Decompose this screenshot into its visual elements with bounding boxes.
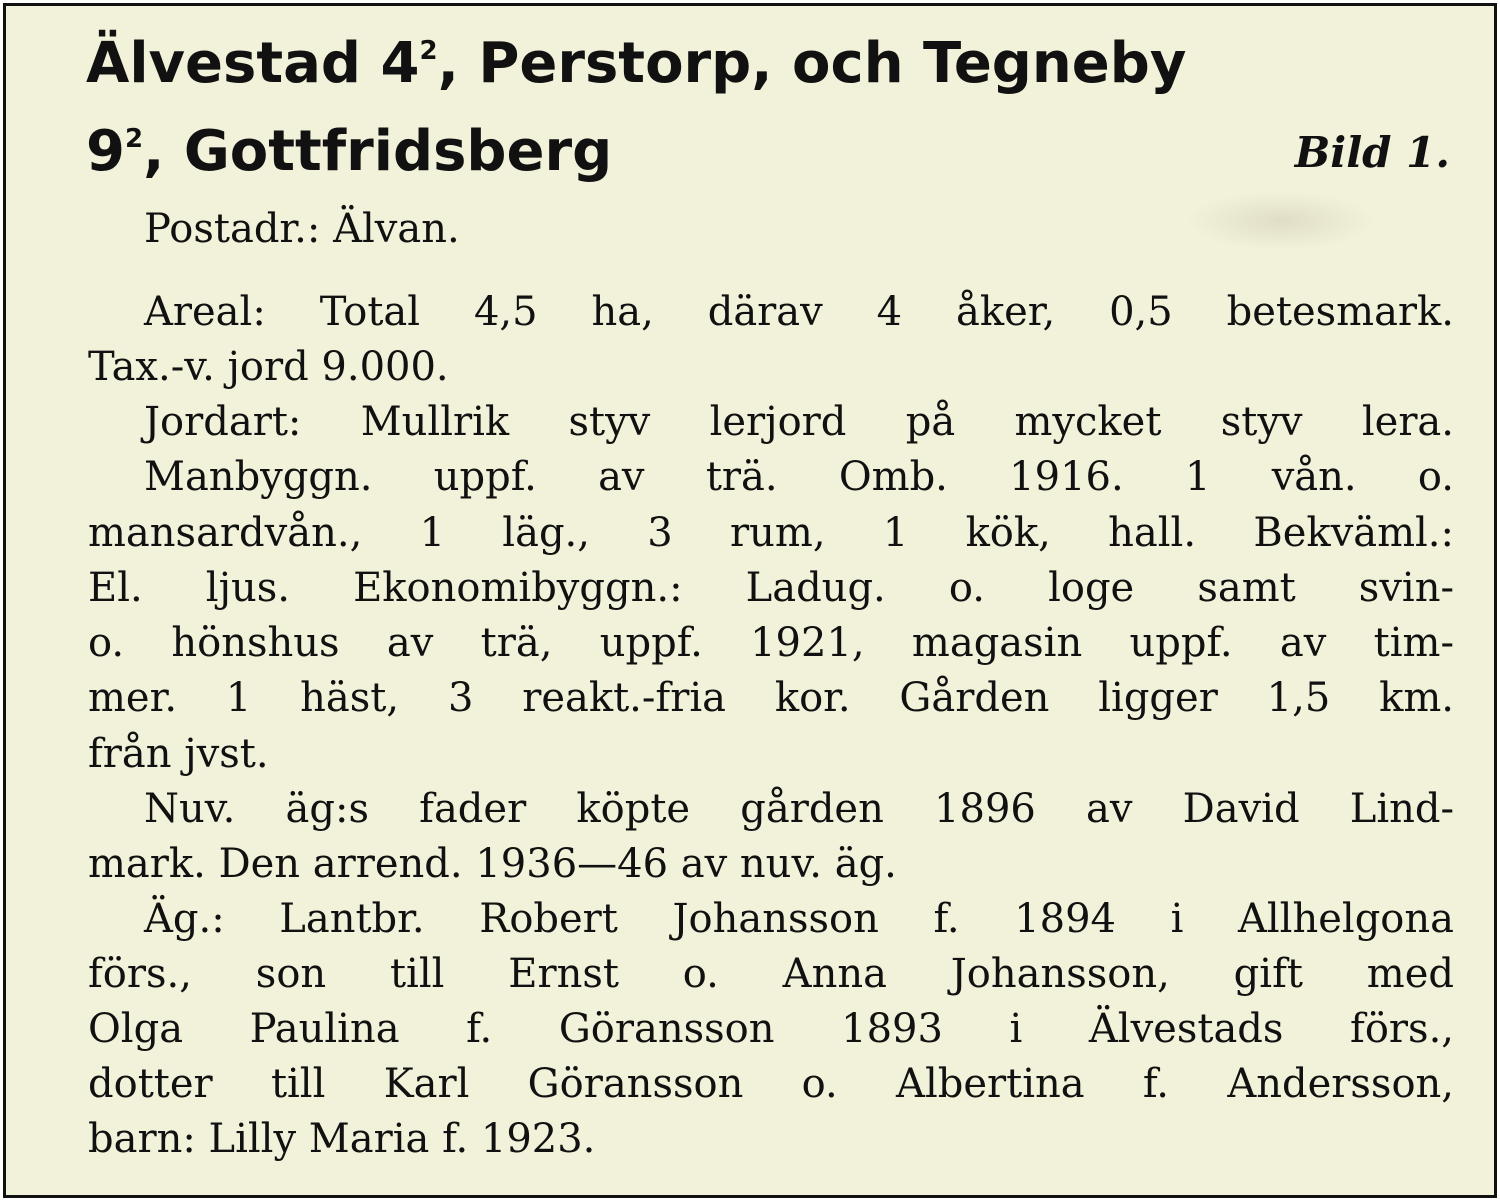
body-line: Äg.: Lantbr. Robert Johansson f. 1894 i Allhelgona	[144, 896, 1454, 942]
body-line: mansardvån., 1 läg., 3 rum, 1 kök, hall. Bekväml.:	[88, 510, 1454, 556]
body-line: o. hönshus av trä, uppf. 1921, magasin uppf. av tim-	[88, 620, 1454, 666]
title-line-2-superscript: 2	[124, 124, 144, 154]
body-line: från jvst.	[88, 731, 269, 777]
body-line: förs., son till Ernst o. Anna Johansson, gift med	[88, 951, 1454, 997]
body-line: Tax.-v. jord 9.000.	[88, 344, 449, 390]
body-line: Olga Paulina f. Göransson 1893 i Älvestads förs.,	[88, 1006, 1454, 1052]
document-page	[3, 3, 1497, 1198]
body-line: mark. Den arrend. 1936—46 av nuv. äg.	[88, 841, 897, 887]
title-line-2-rest: , Gottfridsberg	[143, 119, 613, 184]
body-line: mer. 1 häst, 3 reakt.-fria kor. Gården ligger 1,5 km.	[88, 675, 1454, 721]
body-line: Manbyggn. uppf. av trä. Omb. 1916. 1 vån. o.	[144, 454, 1454, 500]
title-line-1-superscript: 2	[419, 36, 438, 66]
body-line: Jordart: Mullrik styv lerjord på mycket styv lera.	[144, 399, 1454, 445]
title-line-2-text: 9	[86, 119, 125, 184]
body-line: Nuv. äg:s fader köpte gården 1896 av David Lind-	[144, 786, 1454, 832]
title-line-1-rest: , Perstorp, och Tegneby	[437, 31, 1187, 96]
body-line: dotter till Karl Göransson o. Albertina f. Andersson,	[88, 1061, 1454, 1107]
figure-reference: Bild 1.	[1294, 128, 1450, 177]
postal-address-line: Postadr.: Älvan.	[144, 206, 460, 252]
title-line-1-text: Älvestad 4	[86, 31, 420, 96]
body-line: Areal: Total 4,5 ha, därav 4 åker, 0,5 betesmark.	[144, 289, 1454, 335]
title-line-2	[86, 119, 613, 184]
body-line: barn: Lilly Maria f. 1923.	[88, 1116, 596, 1162]
paper-smudge	[1186, 191, 1376, 251]
body-line: El. ljus. Ekonomibyggn.: Ladug. o. loge samt svin-	[88, 565, 1454, 611]
title-line-1	[86, 31, 1187, 96]
